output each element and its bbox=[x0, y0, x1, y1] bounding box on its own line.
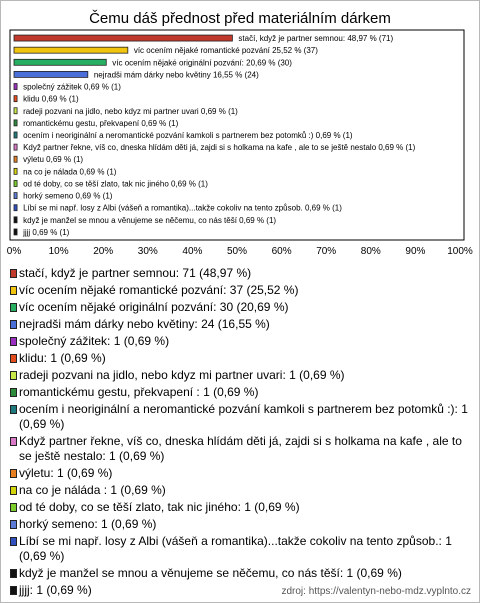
bar bbox=[14, 35, 232, 41]
legend-label: víc ocením nějaké originální pozvání: 30 (20,69 %) bbox=[19, 300, 289, 314]
legend-label: jjjj: 1 (0,69 %) bbox=[19, 583, 92, 597]
bar-label: výletu 0,69 % (1) bbox=[23, 155, 84, 165]
legend-label: nejradši mám dárky nebo květiny: 24 (16,55 %) bbox=[19, 317, 270, 331]
legend-swatch bbox=[10, 469, 17, 478]
legend-label: stačí, když je partner semnou: 71 (48,97 %) bbox=[19, 266, 252, 280]
legend-item bbox=[10, 334, 472, 349]
legend-item bbox=[10, 385, 472, 400]
bar bbox=[14, 47, 128, 53]
bar bbox=[14, 205, 17, 211]
bar-label: Líbí se mi např. losy z Albi (vášeň a romantika)...takže cokoliv na tento způsob. 0,69 % (1) bbox=[23, 203, 342, 213]
legend-label: klidu: 1 (0,69 %) bbox=[19, 351, 106, 365]
legend-item bbox=[10, 317, 472, 332]
x-tick-label: 100% bbox=[447, 246, 473, 257]
x-tick-label: 70% bbox=[316, 246, 337, 257]
legend-swatch bbox=[10, 388, 17, 397]
source-note: zdroj: https://valentyn-nebo-mdz.vyplnto.cz bbox=[281, 586, 471, 597]
bar-label: když je manžel se mnou a věnujeme se něčemu, co nás těší 0,69 % (1) bbox=[23, 215, 277, 225]
legend-item bbox=[10, 283, 472, 298]
bar-label: na co je nálada 0,69 % (1) bbox=[23, 167, 117, 177]
bar bbox=[14, 96, 17, 102]
legend-swatch bbox=[10, 503, 17, 512]
bar-label: jjjj 0,69 % (1) bbox=[23, 227, 70, 237]
legend-swatch bbox=[10, 405, 17, 414]
bar-label: víc ocením nějaké originální pozvání: 20,69 % (30) bbox=[112, 58, 292, 68]
legend-label: víc ocením nějaké romantické pozvání: 37 (25,52 %) bbox=[19, 283, 299, 297]
legend-label: výletu: 1 (0,69 %) bbox=[19, 466, 113, 480]
chart-plot bbox=[0, 0, 480, 260]
x-tick-label: 0% bbox=[6, 246, 22, 257]
bar bbox=[14, 229, 17, 235]
bar-label: romantickému gestu, překvapení 0,69 % (1) bbox=[23, 118, 179, 128]
bar bbox=[14, 168, 17, 174]
bar bbox=[14, 59, 106, 65]
x-tick-label: 10% bbox=[48, 246, 69, 257]
legend-label: horký semeno: 1 (0,69 %) bbox=[19, 517, 157, 531]
legend-label: od té doby, co se těší zlato, tak nic jiného: 1 (0,69 %) bbox=[19, 500, 300, 514]
legend-item bbox=[10, 466, 472, 481]
legend-label: ocením i neoriginální a neromantické pozvání kamkoli s partnerem bez potomků :): 1 (0,69 %) bbox=[19, 402, 468, 431]
bar bbox=[14, 180, 17, 186]
legend-item bbox=[10, 534, 472, 564]
legend-swatch bbox=[10, 569, 17, 578]
legend-swatch bbox=[10, 286, 17, 295]
legend-swatch bbox=[10, 520, 17, 529]
legend-swatch bbox=[10, 586, 17, 595]
legend-swatch bbox=[10, 371, 17, 380]
legend-item bbox=[10, 351, 472, 366]
legend-swatch bbox=[10, 486, 17, 495]
bar-label: víc ocením nějaké romantické pozvání 25,52 % (37) bbox=[133, 46, 318, 56]
legend-item bbox=[10, 434, 472, 464]
bar-label: ocením i neoriginální a neromantické pozvání kamkoli s partnerem bez potomků :) 0,69 % (1) bbox=[23, 131, 353, 140]
bar bbox=[14, 132, 17, 138]
legend-swatch bbox=[10, 320, 17, 329]
x-tick-label: 60% bbox=[271, 246, 292, 257]
legend-label: když je manžel se mnou a věnujeme se něčemu, co nás těší: 1 (0,69 %) bbox=[19, 566, 402, 580]
legend-item bbox=[10, 517, 472, 532]
bar bbox=[14, 193, 17, 199]
bar bbox=[14, 71, 88, 77]
bar bbox=[14, 144, 17, 150]
bar-label: nejradši mám dárky nebo květiny 16,55 % (24) bbox=[93, 70, 259, 80]
legend-swatch bbox=[10, 269, 17, 278]
bar-label: od té doby, co se těší zlato, tak nic jiného 0,69 % (1) bbox=[23, 179, 208, 189]
legend-label: Když partner řekne, víš co, dneska hlídám děti já, zajdi si s holkama na kafe , ale to se ještě nestalo: 1 (0,69 %) bbox=[19, 434, 462, 463]
legend-item bbox=[10, 402, 472, 432]
bar bbox=[14, 120, 17, 126]
bar-label: Když partner řekne, víš co, dneska hlídám děti já, zajdi si s holkama na kafe , ale to se ještě nestalo 0,69 % (1) bbox=[23, 143, 416, 153]
bar-chart-svg bbox=[0, 0, 480, 260]
legend-item bbox=[10, 566, 472, 581]
legend-item bbox=[10, 300, 472, 315]
legend-item bbox=[10, 500, 472, 515]
legend-label: na co je náláda : 1 (0,69 %) bbox=[19, 483, 166, 497]
legend-swatch bbox=[10, 537, 17, 546]
bar bbox=[14, 217, 17, 223]
legend-swatch bbox=[10, 437, 17, 446]
legend-swatch bbox=[10, 337, 17, 346]
bar-label: radeji pozvani na jidlo, nebo kdyz mi partner uvari 0,69 % (1) bbox=[23, 106, 238, 116]
x-tick-label: 30% bbox=[137, 246, 158, 257]
bar-label: horký semeno 0,69 % (1) bbox=[23, 191, 113, 201]
chart-title: Čemu dáš přednost před materiálním dárkem bbox=[89, 10, 391, 27]
legend-item bbox=[10, 368, 472, 383]
bar bbox=[14, 156, 17, 162]
legend-label: Líbí se mi např. losy z Albi (vášeň a romantika)...takže cokoliv na tento způsob.: 1 (0,69 %) bbox=[19, 534, 452, 563]
x-tick-label: 40% bbox=[182, 246, 203, 257]
legend-label: společný zážitek: 1 (0,69 %) bbox=[19, 334, 170, 348]
x-tick-label: 20% bbox=[93, 246, 114, 257]
legend-label: romantickému gestu, překvapení : 1 (0,69 %) bbox=[19, 385, 259, 399]
bar-label: společný zážitek 0,69 % (1) bbox=[23, 82, 121, 92]
bar bbox=[14, 108, 17, 114]
legend-item bbox=[10, 266, 472, 281]
legend-item bbox=[10, 483, 472, 498]
x-tick-label: 50% bbox=[226, 246, 248, 257]
legend-swatch bbox=[10, 354, 17, 363]
bar-label: klidu 0,69 % (1) bbox=[23, 94, 79, 104]
x-tick-label: 80% bbox=[360, 246, 381, 257]
legend-label: radeji pozvani na jidlo, nebo kdyz mi partner uvari: 1 (0,69 %) bbox=[19, 368, 345, 382]
bar bbox=[14, 84, 17, 90]
bar-label: stačí, když je partner semnou: 48,97 % (71) bbox=[238, 34, 394, 44]
chart-legend bbox=[10, 266, 472, 600]
legend-swatch bbox=[10, 303, 17, 312]
x-tick-label: 90% bbox=[405, 246, 426, 257]
